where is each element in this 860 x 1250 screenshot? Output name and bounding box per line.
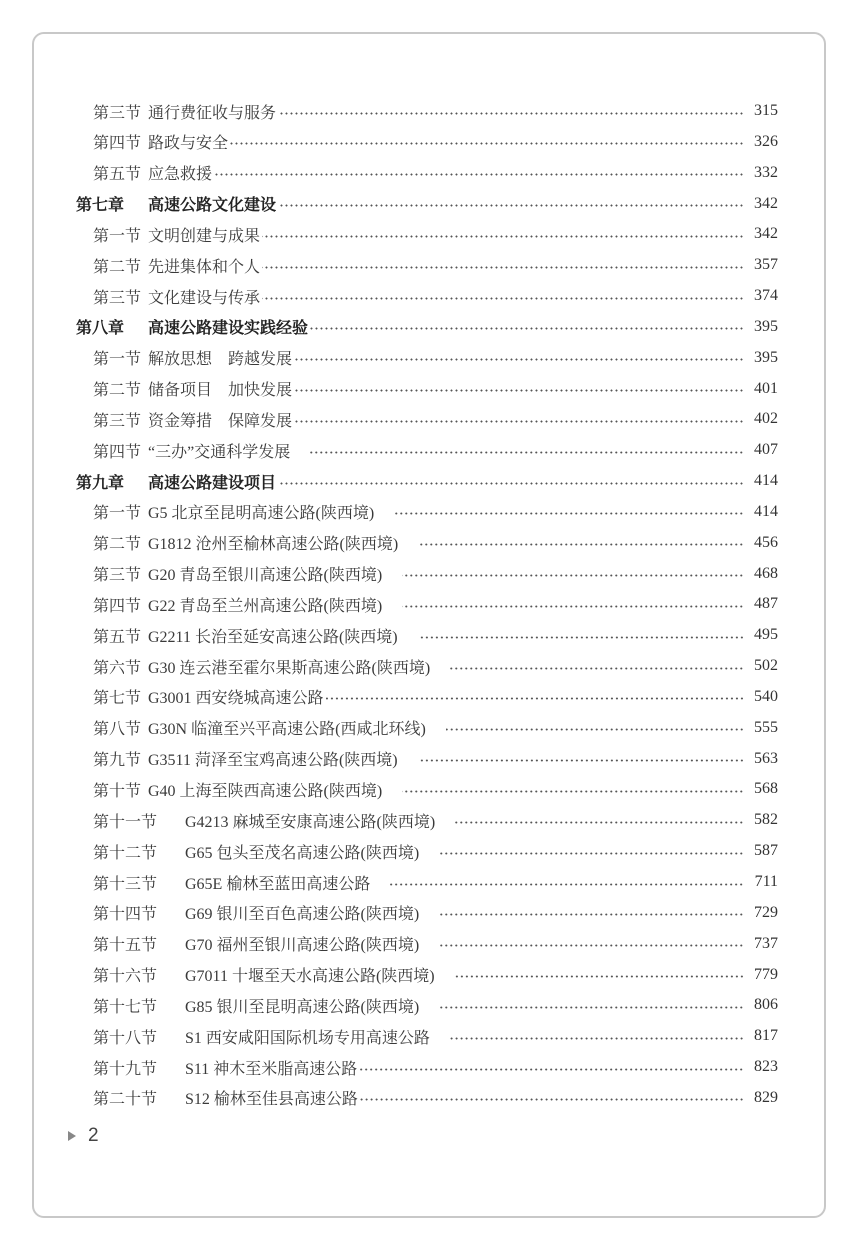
entry-title: 应急救援	[148, 166, 213, 184]
entry-title: 高速公路建设实践经验	[148, 320, 309, 338]
dot-leader	[294, 358, 744, 361]
entry-title: G65 包头至茂名高速公路(陕西境)	[185, 844, 420, 862]
dot-leader	[450, 1037, 744, 1040]
dot-leader	[418, 543, 744, 546]
entry-page-number: 414	[754, 472, 778, 490]
dot-leader	[439, 852, 744, 855]
entry-title: 资金筹措 保障发展	[148, 412, 293, 430]
toc-section-entry[interactable]	[93, 589, 778, 619]
entry-label: 第十五节	[93, 937, 158, 955]
entry-page-number: 540	[754, 687, 778, 705]
toc-section-entry[interactable]	[93, 127, 778, 157]
dot-leader	[310, 451, 744, 454]
entry-page-number: 823	[754, 1058, 778, 1076]
dot-leader	[390, 883, 744, 886]
toc-section-entry[interactable]	[93, 1021, 778, 1051]
toc-section-entry[interactable]	[93, 96, 778, 126]
dot-leader	[394, 512, 744, 515]
entry-label: 第二节	[93, 258, 142, 276]
toc-section-entry[interactable]	[93, 435, 778, 465]
dot-leader	[262, 297, 744, 300]
entry-title: G2211 长治至延安高速公路(陕西境)	[148, 628, 398, 646]
entry-page-number: 374	[754, 287, 778, 305]
entry-label: 第八章	[76, 320, 125, 338]
dot-leader	[360, 1098, 744, 1101]
entry-title: G69 银川至百色高速公路(陕西境)	[185, 906, 420, 924]
entry-label: 第十九节	[93, 1060, 158, 1078]
entry-page-number: 402	[754, 410, 778, 428]
entry-label: 第十一节	[93, 813, 158, 831]
toc-chapter-entry[interactable]	[76, 189, 778, 219]
dot-leader	[402, 574, 744, 577]
toc-chapter-entry[interactable]	[76, 466, 778, 496]
toc-section-entry[interactable]	[93, 990, 778, 1020]
entry-page-number: 737	[754, 934, 778, 952]
page-number: 2	[88, 1125, 99, 1146]
toc-section-entry[interactable]	[93, 374, 778, 404]
triangle-marker-icon	[68, 1131, 76, 1141]
entry-title: G5 北京至昆明高速公路(陕西境)	[148, 505, 375, 523]
entry-title: 先进集体和个人	[148, 258, 261, 276]
entry-title: 解放思想 跨越发展	[148, 351, 293, 369]
entry-title: G7011 十堰至天水高速公路(陕西境)	[185, 968, 435, 986]
entry-label: 第二节	[93, 382, 142, 400]
entry-label: 第五节	[93, 166, 142, 184]
entry-page-number: 456	[754, 533, 778, 551]
entry-label: 第八节	[93, 721, 142, 739]
entry-title: G70 福州至银川高速公路(陕西境)	[185, 937, 420, 955]
entry-title: S1 西安咸阳国际机场专用高速公路	[185, 1029, 430, 1047]
entry-label: 第十二节	[93, 844, 158, 862]
toc-section-entry[interactable]	[93, 404, 778, 434]
entry-title: G3001 西安绕城高速公路	[148, 690, 324, 708]
entry-title: G4213 麻城至安康高速公路(陕西境)	[185, 813, 436, 831]
entry-page-number: 502	[754, 657, 778, 675]
entry-title: 高速公路建设项目	[148, 474, 277, 492]
entry-title: “三办”交通科学发展	[148, 443, 291, 461]
entry-title: G20 青岛至银川高速公路(陕西境)	[148, 567, 383, 585]
entry-label: 第四节	[93, 135, 142, 153]
entry-page-number: 414	[754, 502, 778, 520]
toc-section-entry[interactable]	[93, 1083, 778, 1113]
entry-title: 高速公路文化建设	[148, 197, 277, 215]
entry-label: 第十七节	[93, 998, 158, 1016]
dot-leader	[294, 420, 744, 423]
entry-label: 第九节	[93, 752, 142, 770]
entry-page-number: 806	[754, 996, 778, 1014]
entry-title: 文明创建与成果	[148, 227, 261, 245]
entry-title: 文化建设与传承	[148, 289, 261, 307]
toc-section-entry[interactable]	[93, 960, 778, 990]
entry-label: 第十八节	[93, 1029, 158, 1047]
entry-label: 第四节	[93, 443, 142, 461]
toc-section-entry[interactable]	[93, 713, 778, 743]
dot-leader	[310, 327, 744, 330]
toc-section-entry[interactable]	[93, 497, 778, 527]
entry-label: 第三节	[93, 412, 142, 430]
toc-section-entry[interactable]	[93, 528, 778, 558]
page-footer	[68, 1125, 99, 1147]
dot-leader	[439, 913, 744, 916]
dot-leader	[262, 235, 744, 238]
toc-section-entry[interactable]	[93, 559, 778, 589]
entry-label: 第一节	[93, 227, 142, 245]
entry-label: 第十节	[93, 782, 142, 800]
entry-label: 第一节	[93, 505, 142, 523]
toc-section-entry[interactable]	[93, 898, 778, 928]
entry-label: 第七章	[76, 197, 125, 215]
entry-page-number: 729	[754, 903, 778, 921]
entry-label: 第一节	[93, 351, 142, 369]
entry-page-number: 817	[754, 1027, 778, 1045]
entry-page-number: 563	[754, 749, 778, 767]
toc-section-entry[interactable]	[93, 1052, 778, 1082]
entry-title: 路政与安全	[148, 135, 229, 153]
toc-section-entry[interactable]	[93, 158, 778, 188]
entry-title: G85 银川至昆明高速公路(陕西境)	[185, 998, 420, 1016]
toc-section-entry[interactable]	[93, 805, 778, 835]
dot-leader	[326, 697, 744, 700]
entry-label: 第三节	[93, 289, 142, 307]
entry-page-number: 779	[754, 965, 778, 983]
entry-title: 储备项目 加快发展	[148, 382, 293, 400]
toc-section-entry[interactable]	[93, 620, 778, 650]
entry-page-number: 407	[754, 441, 778, 459]
toc-section-entry[interactable]	[93, 682, 778, 712]
dot-leader	[402, 790, 744, 793]
dot-leader	[439, 1006, 744, 1009]
entry-page-number: 495	[754, 626, 778, 644]
entry-title: G40 上海至陕西高速公路(陕西境)	[148, 782, 383, 800]
toc-chapter-entry[interactable]	[76, 312, 778, 342]
entry-page-number: 711	[754, 873, 778, 890]
dot-leader	[439, 944, 744, 947]
entry-label: 第五节	[93, 628, 142, 646]
entry-page-number: 555	[754, 718, 778, 736]
toc-section-entry[interactable]	[93, 774, 778, 804]
entry-label: 第十四节	[93, 906, 158, 924]
dot-leader	[278, 204, 744, 207]
toc-section-entry[interactable]	[93, 651, 778, 681]
entry-page-number: 332	[754, 163, 778, 181]
entry-page-number: 568	[754, 780, 778, 798]
entry-page-number: 487	[754, 595, 778, 613]
toc-section-entry[interactable]	[93, 929, 778, 959]
dot-leader	[230, 142, 744, 145]
dot-leader	[262, 266, 744, 269]
dot-leader	[294, 389, 744, 392]
entry-page-number: 326	[754, 132, 778, 150]
toc-section-entry[interactable]	[93, 867, 778, 897]
toc-section-entry[interactable]	[93, 250, 778, 280]
dot-leader	[455, 821, 744, 824]
entry-title: G1812 沧州至榆林高速公路(陕西境)	[148, 536, 399, 554]
entry-page-number: 395	[754, 348, 778, 366]
entry-label: 第二节	[93, 536, 142, 554]
entry-title: S11 神木至米脂高速公路	[185, 1060, 358, 1078]
entry-title: G30N 临潼至兴平高速公路(西咸北环线)	[148, 721, 426, 739]
entry-page-number: 582	[754, 811, 778, 829]
entry-label: 第七节	[93, 690, 142, 708]
dot-leader	[450, 667, 744, 670]
entry-page-number: 468	[754, 564, 778, 582]
entry-page-number: 401	[754, 379, 778, 397]
toc-section-entry[interactable]	[93, 281, 778, 311]
dot-leader	[278, 112, 744, 115]
entry-title: G65E 榆林至蓝田高速公路	[185, 875, 371, 893]
entry-title: G3511 菏泽至宝鸡高速公路(陕西境)	[148, 752, 398, 770]
dot-leader	[214, 173, 744, 176]
entry-title: G22 青岛至兰州高速公路(陕西境)	[148, 597, 383, 615]
entry-label: 第三节	[93, 104, 142, 122]
entry-page-number: 357	[754, 256, 778, 274]
toc-section-entry[interactable]	[93, 744, 778, 774]
entry-page-number: 587	[754, 842, 778, 860]
entry-label: 第四节	[93, 597, 142, 615]
entry-label: 第三节	[93, 567, 142, 585]
dot-leader	[278, 482, 744, 485]
entry-title: S12 榆林至佳县高速公路	[185, 1091, 358, 1109]
dot-leader	[418, 636, 744, 639]
entry-page-number: 315	[754, 102, 778, 119]
entry-label: 第十六节	[93, 968, 158, 986]
entry-page-number: 829	[754, 1088, 778, 1106]
entry-title: 通行费征收与服务	[148, 104, 277, 122]
toc-section-entry[interactable]	[93, 836, 778, 866]
toc-section-entry[interactable]	[93, 343, 778, 373]
entry-label: 第二十节	[93, 1091, 158, 1109]
toc-section-entry[interactable]	[93, 219, 778, 249]
entry-label: 第六节	[93, 659, 142, 677]
entry-page-number: 342	[754, 225, 778, 243]
dot-leader	[455, 975, 744, 978]
entry-title: G30 连云港至霍尔果斯高速公路(陕西境)	[148, 659, 431, 677]
entry-label: 第九章	[76, 474, 125, 492]
dot-leader	[418, 759, 744, 762]
entry-page-number: 395	[754, 317, 778, 335]
entry-label: 第十三节	[93, 875, 158, 893]
dot-leader	[359, 1068, 744, 1071]
entry-page-number: 342	[754, 194, 778, 212]
dot-leader	[402, 605, 744, 608]
dot-leader	[446, 728, 744, 731]
